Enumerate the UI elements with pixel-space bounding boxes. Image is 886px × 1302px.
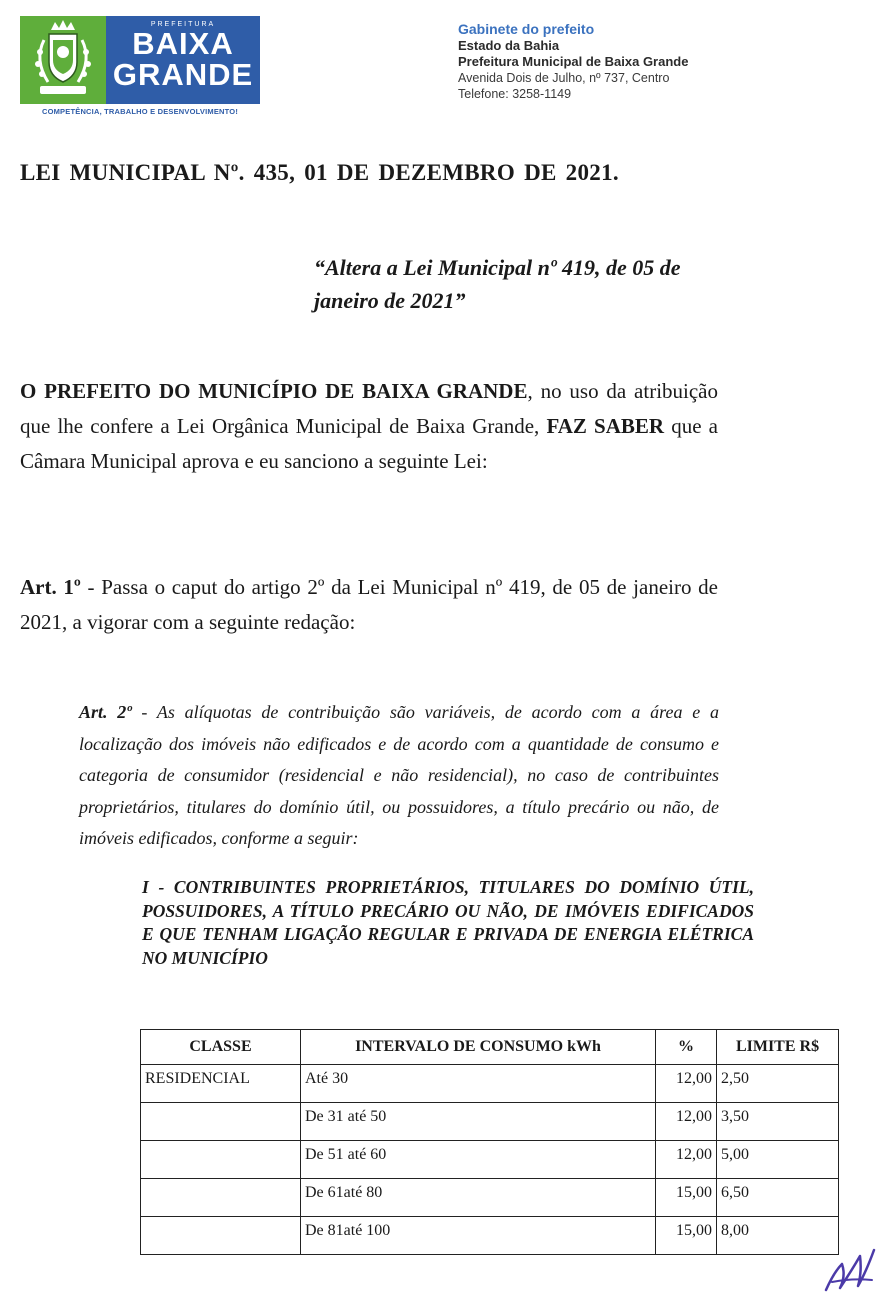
table-row [141, 1141, 839, 1179]
cell-classe [141, 1217, 301, 1255]
table-row [141, 1065, 839, 1103]
cell-classe [141, 1179, 301, 1217]
signature-icon [822, 1242, 878, 1301]
address: Avenida Dois de Julho, nº 737, Centro [458, 71, 670, 85]
cell-intervalo: De 51 até 60 [301, 1141, 656, 1179]
cell-percent: 12,00 [656, 1103, 717, 1141]
cell-intervalo: De 81até 100 [301, 1217, 656, 1255]
prefeitura-logo [20, 16, 260, 120]
phone: Telefone: 3258-1149 [458, 87, 572, 101]
preamble-subject: O PREFEITO DO MUNICÍPIO DE BAIXA GRANDE [20, 379, 528, 403]
state-name: Estado da Bahia [458, 38, 560, 53]
ementa-line-1: “Altera a Lei Municipal nº 419, de 05 de [314, 255, 681, 280]
law-title: LEI MUNICIPAL Nº. 435, 01 DE DEZEMBRO DE 2021. [20, 160, 619, 185]
cell-limite: 5,00 [717, 1141, 839, 1179]
article-2 [79, 697, 719, 855]
article-2-label: Art. 2º [79, 702, 132, 722]
logo-slogan: COMPETÊNCIA, TRABALHO E DESENVOLVIMENTO! [41, 107, 239, 116]
logo-wordmark [106, 16, 260, 104]
contact-block [458, 20, 688, 102]
cell-classe [141, 1103, 301, 1141]
cell-percent: 12,00 [656, 1065, 717, 1103]
table-row [141, 1179, 839, 1217]
table-header-row [141, 1030, 839, 1065]
incise-i: I - CONTRIBUINTES PROPRIETÁRIOS, TITULARES DO DOMÍNIO ÚTIL, POSSUIDORES, A TÍTULO PRECÁRIO OU NÃO, DE IMÓVEIS EDIFICADOS E QUE TENHAM LIGAÇÃO REGULAR E PRIVADA DE ENERGIA ELÉTRICA NO MUNICÍPIO [142, 877, 754, 968]
cell-limite: 2,50 [717, 1065, 839, 1103]
cell-percent: 15,00 [656, 1217, 717, 1255]
logo-city-line1: BAIXA [132, 26, 234, 61]
article-1 [20, 570, 718, 640]
cell-percent: 12,00 [656, 1141, 717, 1179]
preamble-text-2: que a Câmara Municipal aprova e eu sanciono a seguinte Lei: [20, 414, 718, 473]
prefecture-name: Prefeitura Municipal de Baixa Grande [458, 54, 689, 69]
header-intervalo: INTERVALO DE CONSUMO kWh [301, 1030, 656, 1065]
header-percent: % [656, 1030, 717, 1065]
article-2-text: - As alíquotas de contribuição são variáveis, de acordo com a área e a localização dos imóveis não edificados e de acordo com a quantidade de consumo e categoria de consumidor (residencial e não residencial), no caso de contribuintes proprietários, titulares do domínio útil, ou possuidores, a título precário ou não, de imóveis edificados, conforme a seguir: [79, 702, 719, 848]
cell-intervalo: De 61até 80 [301, 1179, 656, 1217]
cell-intervalo: Até 30 [301, 1065, 656, 1103]
cell-classe: RESIDENCIAL [141, 1065, 301, 1103]
table-row [141, 1103, 839, 1141]
office-name: Gabinete do prefeito [458, 21, 595, 37]
cell-limite: 8,00 [717, 1217, 839, 1255]
preamble-verb: FAZ SABER [546, 414, 665, 438]
consumption-rate-table [140, 1029, 839, 1255]
table-row [141, 1217, 839, 1255]
header-classe: CLASSE [141, 1030, 301, 1065]
cell-intervalo: De 31 até 50 [301, 1103, 656, 1141]
article-1-text: - Passa o caput do artigo 2º da Lei Municipal nº 419, de 05 de janeiro de 2021, a vigorar com a seguinte redação: [20, 575, 718, 634]
cell-limite: 6,50 [717, 1179, 839, 1217]
law-ementa [314, 251, 734, 317]
logo-city-line2: GRANDE [112, 57, 254, 92]
preamble-paragraph [20, 374, 718, 479]
header-limite: LIMITE R$ [717, 1030, 839, 1065]
cell-percent: 15,00 [656, 1179, 717, 1217]
logo-small-text: PREFEITURA [150, 21, 216, 28]
preamble-text-1: , no uso da atribuição que lhe confere a Lei Orgânica Municipal de Baixa Grande, [20, 379, 719, 438]
coat-of-arms-icon [20, 16, 106, 104]
cell-limite: 3,50 [717, 1103, 839, 1141]
article-1-label: Art. 1º [20, 575, 81, 599]
ementa-line-2: janeiro de 2021” [314, 288, 466, 313]
cell-classe [141, 1141, 301, 1179]
